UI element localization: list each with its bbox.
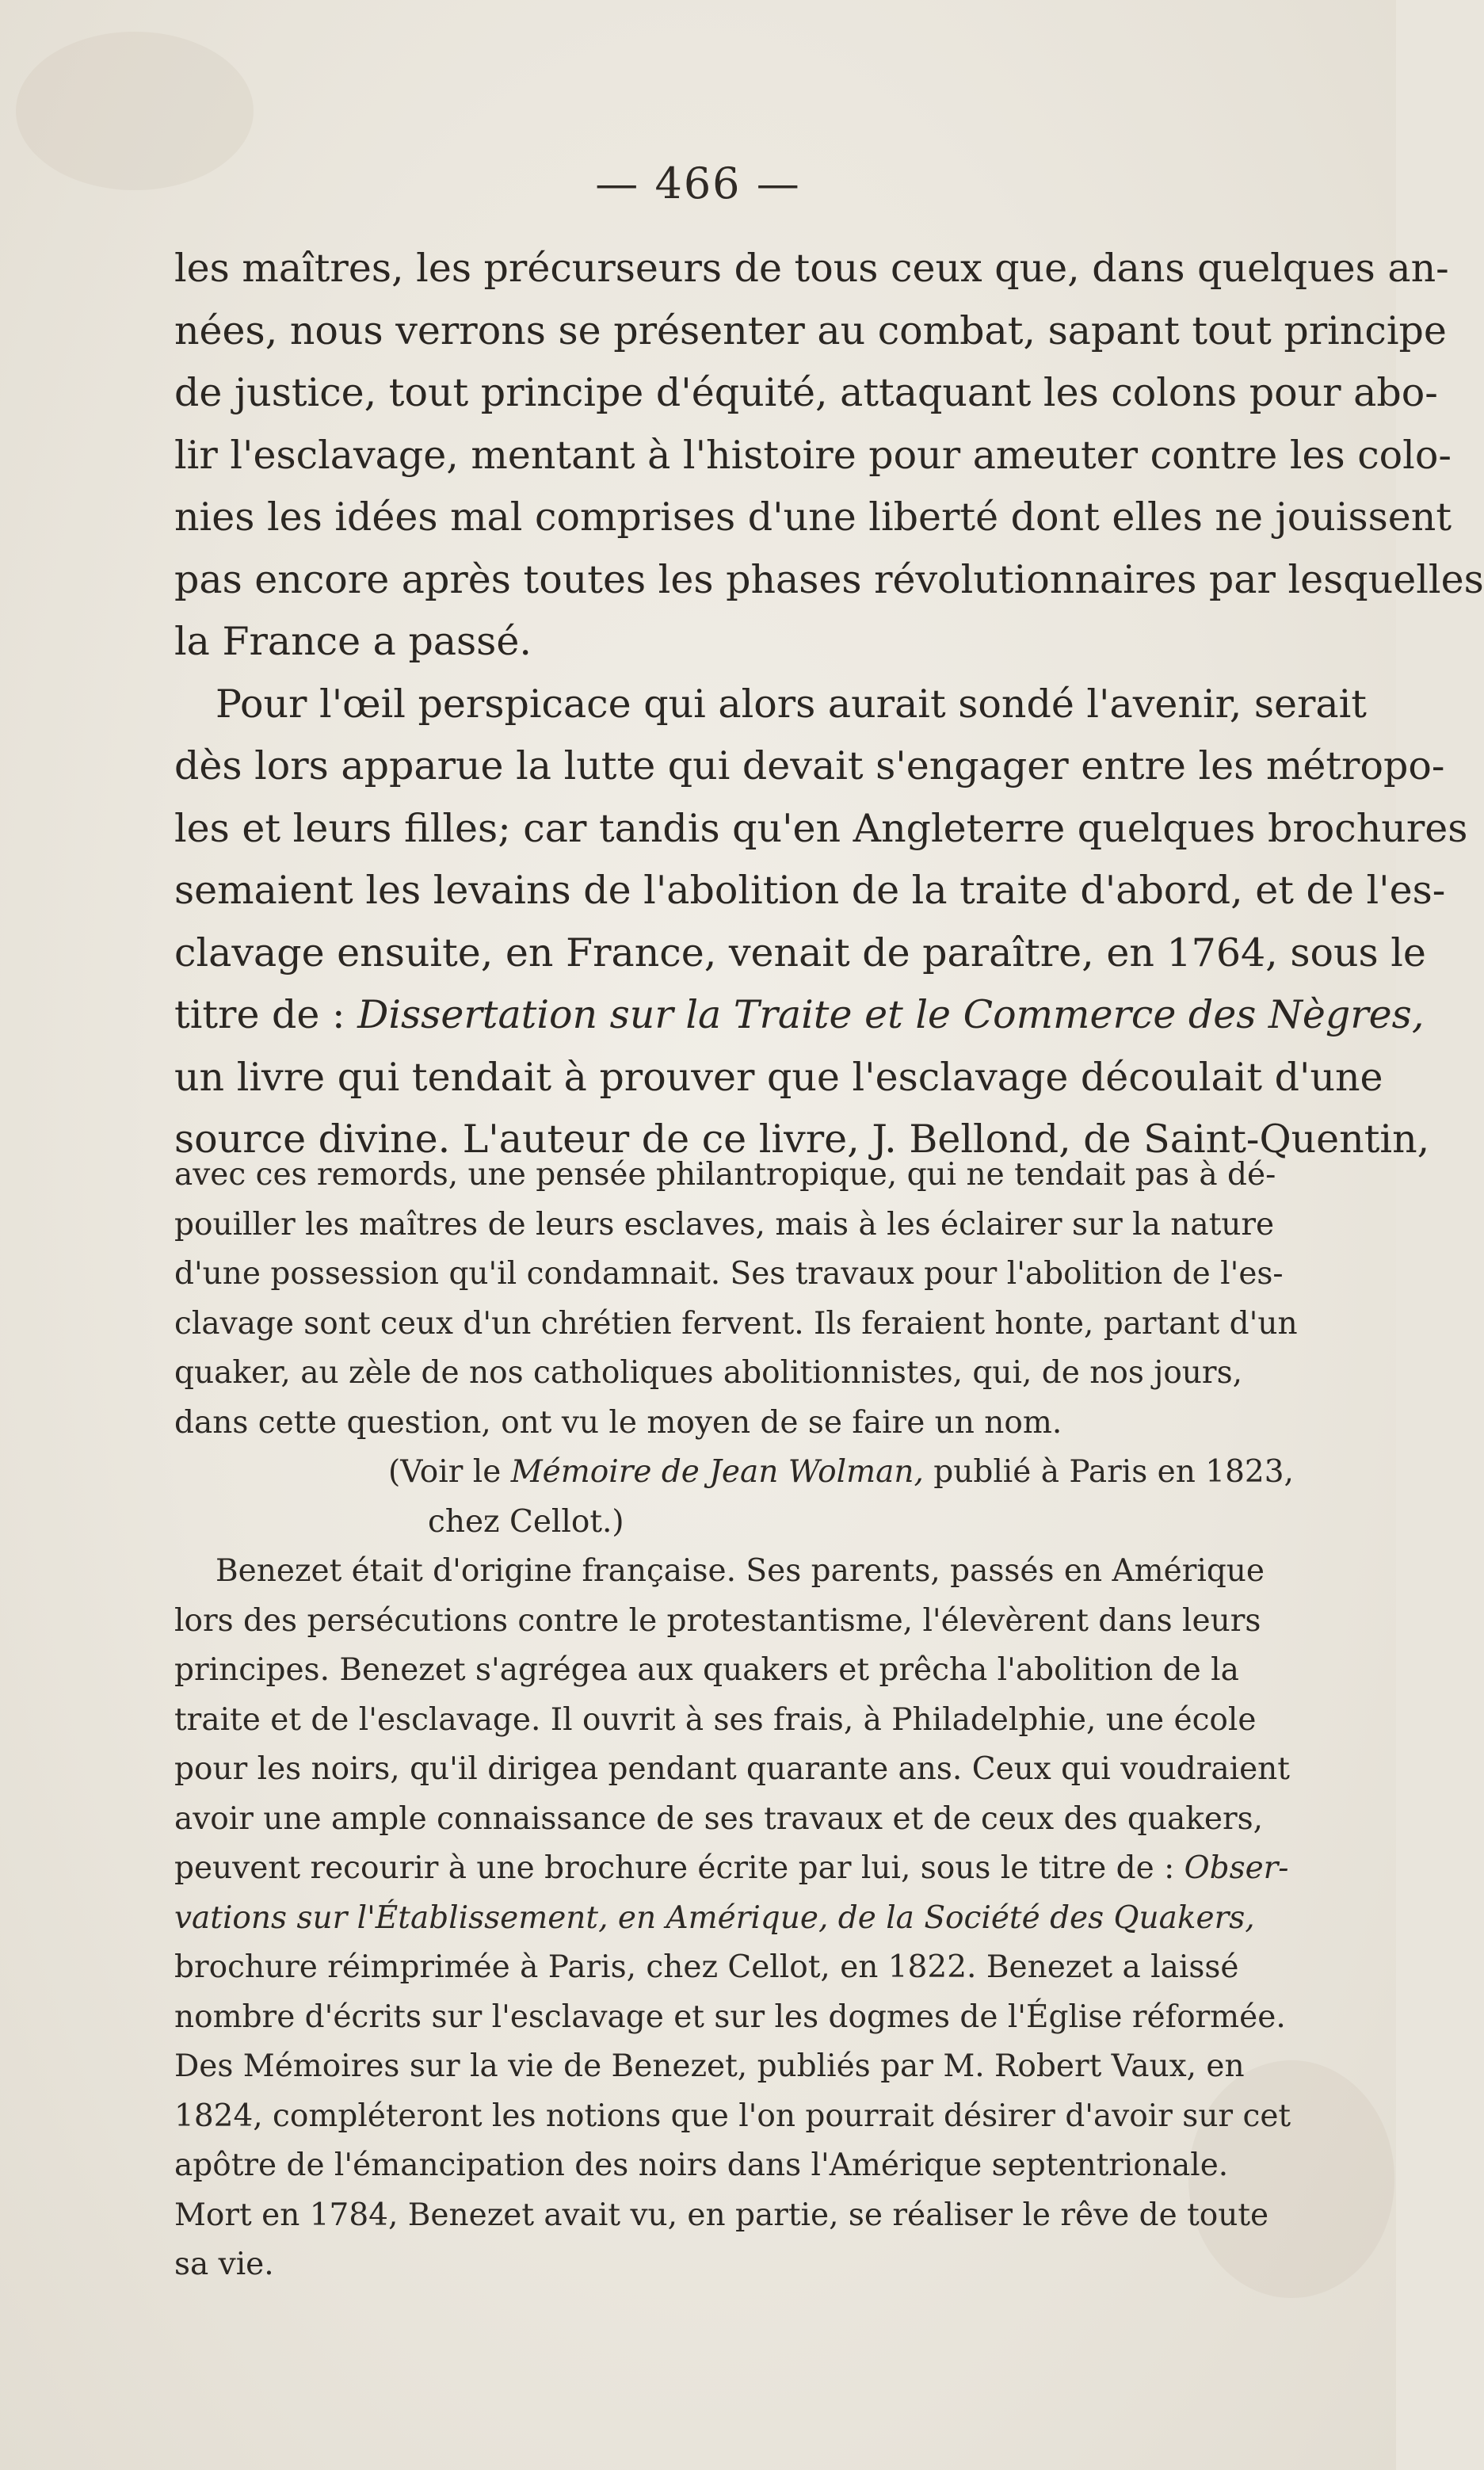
note-line: pour les noirs, qu'il dirigea pendant quarante ans. Ceux qui voudraient xyxy=(174,1751,1290,1787)
footnote xyxy=(174,1151,1315,2290)
footnote-line: clavage sont ceux d'un chrétien fervent. Ils feraient honte, partant d'un xyxy=(174,1305,1298,1342)
text-line: lir l'esclavage, mentant à l'histoire pour ameuter contre les colo- xyxy=(174,432,1452,478)
note-line: traite et de l'esclavage. Il ouvrit à ses frais, à Philadelphie, une école xyxy=(174,1701,1257,1738)
text-line: Pour l'œil perspicace qui alors aurait sondé l'avenir, serait xyxy=(216,681,1367,727)
footnote-line: d'une possession qu'il condamnait. Ses travaux pour l'abolition de l'es- xyxy=(174,1256,1284,1292)
paragraph-1 xyxy=(174,238,1484,674)
paragraph-2 xyxy=(174,674,1468,1171)
note-line: principes. Benezet s'agrégea aux quakers et prêcha l'abolition de la xyxy=(174,1652,1239,1688)
text-line: dès lors apparue la lutte qui devait s'engager entre les métropo- xyxy=(174,743,1445,788)
benezet-note xyxy=(174,1547,1315,2290)
note-line xyxy=(174,1894,1315,1944)
note-line: Des Mémoires sur la vie de Benezet, publiés par M. Robert Vaux, en xyxy=(174,2048,1245,2084)
text-line: clavage ensuite, en France, venait de paraître, en 1764, sous le xyxy=(174,930,1426,975)
footnote-line: dans cette question, ont vu le moyen de se faire un nom. xyxy=(174,1404,1062,1441)
note-line: Mort en 1784, Benezet avait vu, en partie, se réaliser le rêve de toute xyxy=(174,2197,1269,2233)
footnote-source xyxy=(174,1448,1315,1547)
note-line: lors des persécutions contre le protestantisme, l'élevèrent dans leurs xyxy=(174,1602,1261,1639)
brochure-title-italic: vations sur l'Établissement, en Amérique, de la Société des Quakers, xyxy=(174,1899,1255,1936)
note-line: Benezet était d'origine française. Ses parents, passés en Amérique xyxy=(216,1553,1265,1589)
text-line: la France a passé. xyxy=(174,619,532,664)
source-line xyxy=(388,1448,1315,1498)
text-run: peuvent recourir à une brochure écrite par lui, sous le titre de : xyxy=(174,1850,1185,1886)
page-number: — 466 — xyxy=(595,158,801,208)
note-line xyxy=(174,1844,1315,1894)
note-line: apôtre de l'émancipation des noirs dans l'Amérique septentrionale. xyxy=(174,2147,1229,2183)
book-title-italic: Dissertation sur la Traite et le Commerce des Nègres, xyxy=(357,992,1425,1037)
source-title-italic: Mémoire de Jean Wolman, xyxy=(510,1454,924,1490)
note-line: 1824, compléteront les notions que l'on pourrait désirer d'avoir sur cet xyxy=(174,2098,1291,2134)
text-line: semaient les levains de l'abolition de la traite d'abord, et de l'es- xyxy=(174,868,1446,913)
text-run: titre de : xyxy=(174,992,358,1037)
note-line: nombre d'écrits sur l'esclavage et sur les dogmes de l'Église réformée. xyxy=(174,1999,1286,2035)
footnote-line: pouiller les maîtres de leurs esclaves, mais à les éclairer sur la nature xyxy=(174,1206,1275,1243)
footnote-paragraph xyxy=(174,1151,1315,1448)
main-text xyxy=(174,238,1484,1171)
footnote-line: avec ces remords, une pensée philantropique, qui ne tendait pas à dé- xyxy=(174,1157,1276,1193)
brochure-title-italic: Obser- xyxy=(1184,1850,1289,1886)
text-line xyxy=(174,984,1425,1047)
text-run: publié à Paris en 1823, xyxy=(923,1454,1294,1490)
text-line: de justice, tout principe d'équité, attaquant les colons pour abo- xyxy=(174,370,1438,415)
text-line: pas encore après toutes les phases révolutionnaires par lesquelles xyxy=(174,556,1484,602)
source-line: chez Cellot.) xyxy=(428,1503,624,1540)
text-line: les maîtres, les précurseurs de tous ceux que, dans quelques an- xyxy=(174,246,1449,291)
text-run: (Voir le xyxy=(388,1454,511,1490)
text-line: nies les idées mal comprises d'une liberté dont elles ne jouissent xyxy=(174,494,1452,540)
note-line: avoir une ample connaissance de ses travaux et de ceux des quakers, xyxy=(174,1800,1264,1837)
text-line: nées, nous verrons se présenter au combat, sapant tout principe xyxy=(174,307,1447,353)
note-line: sa vie. xyxy=(174,2247,274,2282)
footnote-line: quaker, au zèle de nos catholiques abolitionnistes, qui, de nos jours, xyxy=(174,1355,1242,1391)
text-line: source divine. L'auteur de ce livre, J. Bellond, de Saint-Quentin, xyxy=(174,1117,1430,1162)
note-line: brochure réimprimée à Paris, chez Cellot, en 1822. Benezet a laissé xyxy=(174,1949,1239,1985)
text-line: un livre qui tendait à prouver que l'esclavage découlait d'une xyxy=(174,1054,1383,1100)
text-line: les et leurs filles; car tandis qu'en Angleterre quelques brochures xyxy=(174,805,1468,851)
